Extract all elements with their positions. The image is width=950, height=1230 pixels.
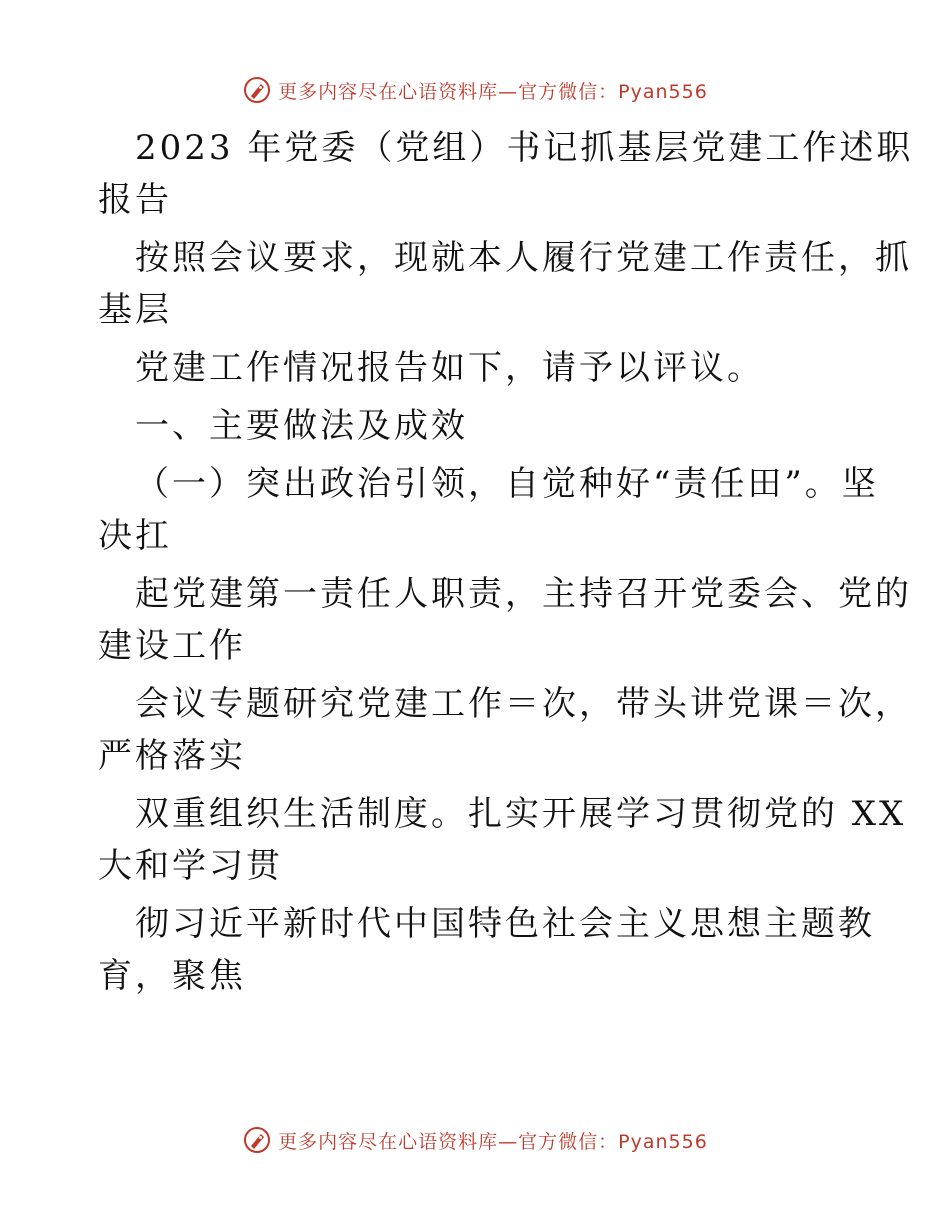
paragraph-line: 双重组织生活制度。扎实开展学习贯彻党的 XX <box>135 794 907 834</box>
paragraph-line: 建设工作 <box>98 626 246 666</box>
document-title-line-1: 2023 年党委（党组）书记抓基层党建工作述职 <box>135 128 914 168</box>
document-title-line-2: 报告 <box>98 180 172 220</box>
section-heading: 一、主要做法及成效 <box>135 406 468 446</box>
paragraph-line: 彻习近平新时代中国特色社会主义思想主题教 <box>135 904 875 944</box>
paragraph-line: 育，聚焦 <box>98 956 246 996</box>
paragraph-line: 党建工作情况报告如下，请予以评议。 <box>135 348 764 388</box>
document-body <box>98 122 914 1002</box>
paragraph-line: 起党建第一责任人职责，主持召开党委会、党的 <box>135 574 912 614</box>
paragraph-line: 决扛 <box>98 516 172 556</box>
subsection-heading: （一）突出政治引领，自觉种好“责任田”。坚 <box>135 464 879 504</box>
pen-nib-circle-icon <box>242 1125 272 1155</box>
paragraph-line: 会议专题研究党建工作＝次，带头讲党课＝次， <box>135 684 912 724</box>
watermark-text: 更多内容尽在心语资料库—官方微信：Pyan556 <box>278 1130 708 1153</box>
header-watermark <box>0 72 950 108</box>
paragraph-line: 基层 <box>98 290 172 330</box>
paragraph-line: 按照会议要求，现就本人履行党建工作责任，抓 <box>135 238 912 278</box>
paragraph-line: 严格落实 <box>98 736 246 776</box>
pen-nib-circle-icon <box>242 75 272 105</box>
paragraph-line: 大和学习贯 <box>98 846 283 886</box>
footer-watermark <box>0 1122 950 1158</box>
watermark-text: 更多内容尽在心语资料库—官方微信：Pyan556 <box>278 80 708 103</box>
